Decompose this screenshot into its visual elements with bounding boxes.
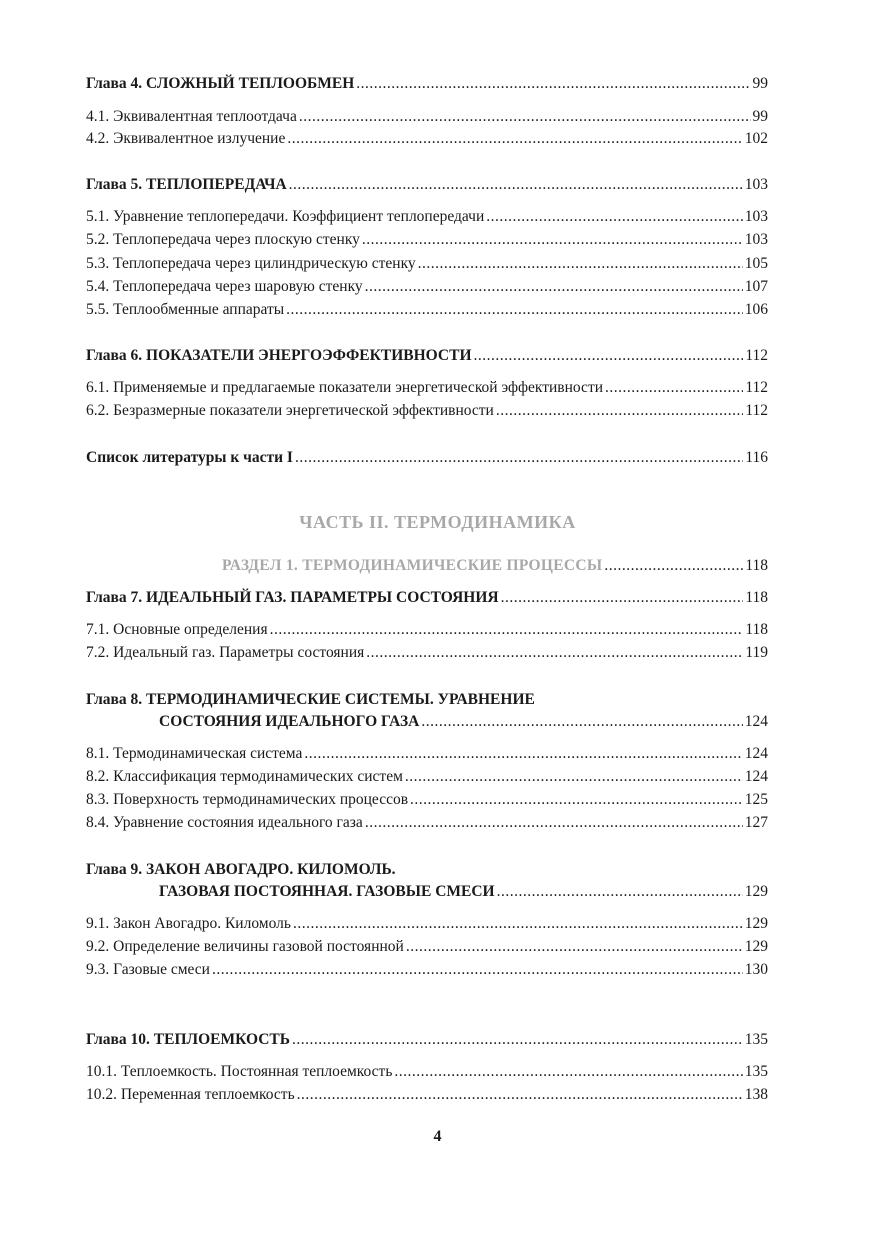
- dot-leader: [496, 400, 743, 422]
- toc-entry-10-2[interactable]: [86, 1084, 768, 1106]
- dot-leader: [605, 377, 743, 399]
- toc-entry-chapter-7[interactable]: [86, 587, 768, 609]
- dot-leader: [421, 711, 742, 733]
- toc-entry-7-1[interactable]: [86, 619, 768, 641]
- dot-leader: [365, 276, 743, 298]
- toc-entry-page: 112: [745, 379, 768, 396]
- toc-entry-label: Глава 4. СЛОЖНЫЙ ТЕПЛООБМЕН: [86, 75, 355, 92]
- toc-entry-page: 129: [744, 915, 768, 932]
- toc-entry-page: 124: [744, 745, 768, 762]
- toc-entry-label: Список литературы к части I: [86, 449, 293, 466]
- toc-entry-label: 7.1. Основные определения: [86, 621, 268, 638]
- toc-entry-page: 103: [744, 231, 768, 248]
- toc-entry-9-2[interactable]: [86, 936, 768, 958]
- toc-entry-label: 8.3. Поверхность термодинамических процессов: [86, 791, 409, 808]
- toc-entry-9-1[interactable]: [86, 913, 768, 935]
- dot-leader: [270, 619, 744, 641]
- toc-entry-page: 103: [744, 176, 768, 193]
- toc-entry-page: 135: [744, 1063, 768, 1080]
- toc-entry-6-2[interactable]: [86, 400, 768, 422]
- toc-entry-label: 4.1. Эквивалентная теплоотдача: [86, 108, 297, 125]
- toc-entry-5-2[interactable]: [86, 229, 768, 251]
- toc-entry-8-4[interactable]: [86, 812, 768, 834]
- dot-leader: [212, 959, 743, 981]
- page-number: 4: [433, 1128, 442, 1145]
- toc-entry-page: 118: [745, 557, 768, 574]
- toc-entry-label: 10.2. Переменная теплоемкость: [86, 1086, 295, 1103]
- dot-leader: [406, 936, 743, 958]
- toc-entry-5-1[interactable]: [86, 206, 768, 228]
- toc-entry-page: 138: [744, 1086, 768, 1103]
- toc-entry-6-1[interactable]: [86, 377, 768, 399]
- dot-leader: [604, 555, 743, 577]
- toc-entry-label: 5.4. Теплопередача через шаровую стенку: [86, 278, 363, 295]
- toc-entry-label: РАЗДЕЛ 1. ТЕРМОДИНАМИЧЕСКИЕ ПРОЦЕССЫ: [222, 557, 603, 574]
- toc-entry-label: 5.1. Уравнение теплопередачи. Коэффициент теплопередачи: [86, 208, 485, 225]
- dot-leader: [474, 345, 744, 367]
- toc-entry-page: 130: [744, 961, 768, 978]
- toc-entry-8-3[interactable]: [86, 789, 768, 811]
- toc-entry-4-2[interactable]: [86, 128, 768, 150]
- toc-entry-5-5[interactable]: [86, 299, 768, 321]
- toc-entry-label: 5.2. Теплопередача через плоскую стенку: [86, 231, 360, 248]
- toc-entry-page: 105: [744, 255, 768, 272]
- toc-entry-label: Глава 7. ИДЕАЛЬНЫЙ ГАЗ. ПАРАМЕТРЫ СОСТОЯНИЯ: [86, 589, 499, 606]
- toc-entry-10-1[interactable]: [86, 1061, 768, 1083]
- toc-entry-chapter-10[interactable]: [86, 1029, 768, 1051]
- toc-entry-references-part-1[interactable]: [86, 447, 768, 469]
- toc-entry-page: 106: [744, 301, 768, 318]
- toc-entry-label: 6.2. Безразмерные показатели энергетической эффективности: [86, 402, 494, 419]
- toc-entry-chapter-4[interactable]: [86, 73, 768, 95]
- toc-entry-label: 5.3. Теплопередача через цилиндрическую стенку: [86, 255, 416, 272]
- dot-leader: [486, 206, 742, 228]
- toc-entry-label: 9.3. Газовые смеси: [86, 961, 210, 978]
- toc-entry-chapter-9-line-1[interactable]: [86, 859, 768, 881]
- toc-entry-label: 10.1. Теплоемкость. Постоянная теплоемкость: [86, 1063, 393, 1080]
- toc-entry-label: 9.1. Закон Авогадро. Киломоль: [86, 915, 291, 932]
- toc-entry-page: 116: [745, 449, 768, 466]
- toc-entry-page: 99: [752, 108, 768, 125]
- toc-entry-chapter-5[interactable]: [86, 174, 768, 196]
- dot-leader: [286, 299, 743, 321]
- toc-entry-4-1[interactable]: [86, 106, 768, 128]
- toc-entry-chapter-9-line-2[interactable]: [159, 881, 768, 903]
- toc-entry-page: 102: [744, 130, 768, 147]
- toc-entry-label: Глава 6. ПОКАЗАТЕЛИ ЭНЕРГОЭФФЕКТИВНОСТИ: [86, 347, 472, 364]
- dot-leader: [365, 812, 743, 834]
- toc-entry-page: 124: [744, 768, 768, 785]
- toc-entry-page: 103: [744, 208, 768, 225]
- toc-entry-page: 135: [744, 1031, 768, 1048]
- dot-leader: [299, 106, 751, 128]
- toc-entry-page: 118: [745, 589, 768, 606]
- dot-leader: [366, 642, 743, 664]
- toc-entry-label: 5.5. Теплообменные аппараты: [86, 301, 285, 318]
- toc-entry-8-2[interactable]: [86, 766, 768, 788]
- toc-entry-label: 8.2. Классификация термодинамических систем: [86, 768, 403, 785]
- toc-entry-page: 129: [744, 938, 768, 955]
- toc-entry-page: 119: [745, 644, 768, 661]
- toc-entry-page: 118: [745, 621, 768, 638]
- toc-entry-label: 7.2. Идеальный газ. Параметры состояния: [86, 644, 365, 661]
- toc-entry-page: 129: [744, 883, 768, 900]
- dot-leader: [394, 1061, 742, 1083]
- toc-entry-section-1[interactable]: [222, 555, 768, 577]
- dot-leader: [418, 253, 743, 275]
- part-title: ЧАСТЬ II. ТЕРМОДИНАМИКА: [299, 512, 576, 532]
- toc-entry-page: 127: [744, 814, 768, 831]
- toc-entry-label: 8.4. Уравнение состояния идеального газа: [86, 814, 363, 831]
- toc-entry-5-4[interactable]: [86, 276, 768, 298]
- toc-entry-chapter-8-line-2[interactable]: [159, 711, 768, 733]
- toc-entry-page: 112: [745, 402, 768, 419]
- toc-entry-7-2[interactable]: [86, 642, 768, 664]
- toc-entry-page: 107: [744, 278, 768, 295]
- toc-entry-5-3[interactable]: [86, 253, 768, 275]
- dot-leader: [289, 174, 743, 196]
- dot-leader: [304, 743, 742, 765]
- toc-entry-page: 112: [745, 347, 768, 364]
- toc-entry-8-1[interactable]: [86, 743, 768, 765]
- dot-leader: [497, 881, 743, 903]
- toc-entry-page: 124: [744, 713, 768, 730]
- dot-leader: [501, 587, 744, 609]
- toc-entry-9-3[interactable]: [86, 959, 768, 981]
- dot-leader: [362, 229, 743, 251]
- dot-leader: [287, 128, 742, 150]
- toc-entry-label: 6.1. Применяемые и предлагаемые показатели энергетической эффективности: [86, 379, 604, 396]
- toc-entry-label: ГАЗОВАЯ ПОСТОЯННАЯ. ГАЗОВЫЕ СМЕСИ: [159, 883, 495, 900]
- dot-leader: [405, 766, 743, 788]
- toc-entry-label: 9.2. Определение величины газовой постоянной: [86, 938, 404, 955]
- toc-entry-chapter-6[interactable]: [86, 345, 768, 367]
- dot-leader: [356, 73, 750, 95]
- toc-entry-label: Глава 10. ТЕПЛОЕМКОСТЬ: [86, 1031, 290, 1048]
- dot-leader: [295, 447, 743, 469]
- toc-entry-label: Глава 8. ТЕРМОДИНАМИЧЕСКИЕ СИСТЕМЫ. УРАВНЕНИЕ: [86, 691, 535, 708]
- toc-entry-page: 125: [744, 791, 768, 808]
- toc-entry-label: 8.1. Термодинамическая система: [86, 745, 303, 762]
- toc-entry-chapter-8-line-1[interactable]: [86, 689, 768, 711]
- toc-entry-page: 99: [752, 75, 768, 92]
- dot-leader: [410, 789, 743, 811]
- toc-entry-label: 4.2. Эквивалентное излучение: [86, 130, 286, 147]
- dot-leader: [293, 913, 743, 935]
- dot-leader: [292, 1029, 743, 1051]
- dot-leader: [297, 1084, 743, 1106]
- toc-entry-label: Глава 5. ТЕПЛОПЕРЕДАЧА: [86, 176, 287, 193]
- toc-entry-label: СОСТОЯНИЯ ИДЕАЛЬНОГО ГАЗА: [159, 713, 420, 730]
- toc-entry-label: Глава 9. ЗАКОН АВОГАДРО. КИЛОМОЛЬ.: [86, 861, 396, 878]
